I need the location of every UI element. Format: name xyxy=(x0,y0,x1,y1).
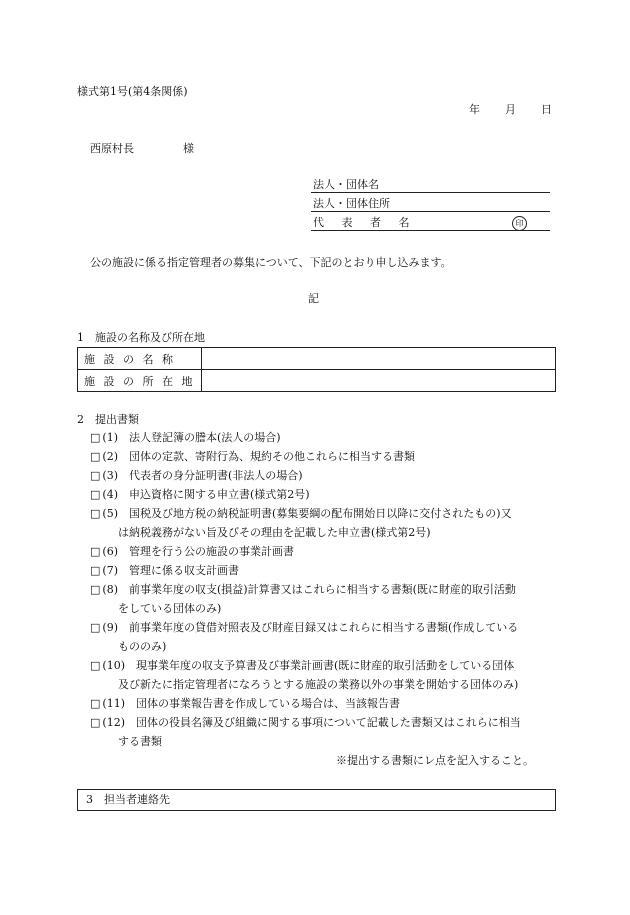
checkbox[interactable]: □ xyxy=(90,659,101,672)
list-item: □ (5) 国税及び地方税の納税証明書(募集要綱の配布開始日以降に交付されたもの)又 は納税義務がない旨及びその理由を記載した申立書(様式第2号) xyxy=(90,507,512,539)
facility-address-label: 施 設 の 所 在 地 xyxy=(78,370,202,392)
checkbox[interactable]: □ xyxy=(90,545,101,558)
checkbox[interactable]: □ xyxy=(90,488,101,501)
checkbox[interactable]: □ xyxy=(90,469,101,482)
table-row xyxy=(78,348,556,370)
form-number: 様式第1号(第4条関係) xyxy=(77,85,188,98)
facility-table xyxy=(77,347,556,392)
contact-box[interactable] xyxy=(77,789,556,811)
representative-label: 代 表 者 名 xyxy=(313,216,417,229)
checkbox[interactable]: □ xyxy=(90,583,101,596)
table-row xyxy=(78,370,556,392)
list-item: □ (8) 前事業年度の収支(損益)計算書又はこれらに相当する書類(既に財産的取引活動 をしている団体のみ) xyxy=(90,583,516,615)
list-item: □ (2) 団体の定款、寄附行為、規約その他これらに相当する書類 xyxy=(90,450,415,463)
org-name-line[interactable] xyxy=(311,192,550,193)
addressee-honorific: 様 xyxy=(183,142,194,155)
date-month: 月 xyxy=(505,103,516,116)
section3-title: 3 担当者連絡先 xyxy=(86,793,170,806)
date-day: 日 xyxy=(541,103,552,116)
checkbox[interactable]: □ xyxy=(90,507,101,520)
section1-title: 1 施設の名称及び所在地 xyxy=(77,331,205,344)
seal-icon: 印 xyxy=(512,216,527,231)
list-item: □ (4) 申込資格に関する申立書(様式第2号) xyxy=(90,488,310,501)
checkbox[interactable]: □ xyxy=(90,716,101,729)
list-item: □ (3) 代表者の身分証明書(非法人の場合) xyxy=(90,469,303,482)
list-item: □ (6) 管理を行う公の施設の事業計画書 xyxy=(90,545,294,558)
org-name-label: 法人・団体名 xyxy=(313,178,379,191)
checkbox[interactable]: □ xyxy=(90,431,101,444)
facility-address-field[interactable] xyxy=(201,370,555,392)
list-item: □ (10) 現事業年度の収支予算書及び事業計画書(既に財産的取引活動をしている団体 及び新たに指定管理者になろうとする施設の業務以外の事業を開始する団体のみ) xyxy=(90,659,519,691)
addressee-name: 西原村長 xyxy=(90,142,134,155)
checkbox[interactable]: □ xyxy=(90,697,101,710)
org-address-line[interactable] xyxy=(311,211,550,212)
facility-name-label: 施 設 の 名 称 xyxy=(78,348,202,370)
section2-title: 2 提出書類 xyxy=(77,413,139,426)
ki-heading: 記 xyxy=(308,292,319,305)
list-item: □ (9) 前事業年度の貸借対照表及び財産目録又はこれらに相当する書類(作成している もののみ) xyxy=(90,621,519,653)
checkbox[interactable]: □ xyxy=(90,450,101,463)
date-year: 年 xyxy=(469,103,480,116)
facility-name-field[interactable] xyxy=(201,348,555,370)
checkbox[interactable]: □ xyxy=(90,564,101,577)
org-address-label: 法人・団体住所 xyxy=(313,197,390,210)
intro-text: 公の施設に係る指定管理者の募集について、下記のとおり申し込みます。 xyxy=(90,256,452,269)
note-text: ※提出する書類にレ点を記入すること。 xyxy=(336,754,534,767)
representative-line[interactable] xyxy=(311,230,550,231)
list-item: □ (7) 管理に係る収支計画書 xyxy=(90,564,239,577)
list-item: □ (1) 法人登記簿の謄本(法人の場合) xyxy=(90,431,281,444)
checkbox[interactable]: □ xyxy=(90,621,101,634)
list-item: □ (12) 団体の役員名簿及び組織に関する事項について記載した書類又はこれらに相当 する書類 xyxy=(90,716,521,748)
list-item: □ (11) 団体の事業報告書を作成している場合は、当該報告書 xyxy=(90,697,400,710)
